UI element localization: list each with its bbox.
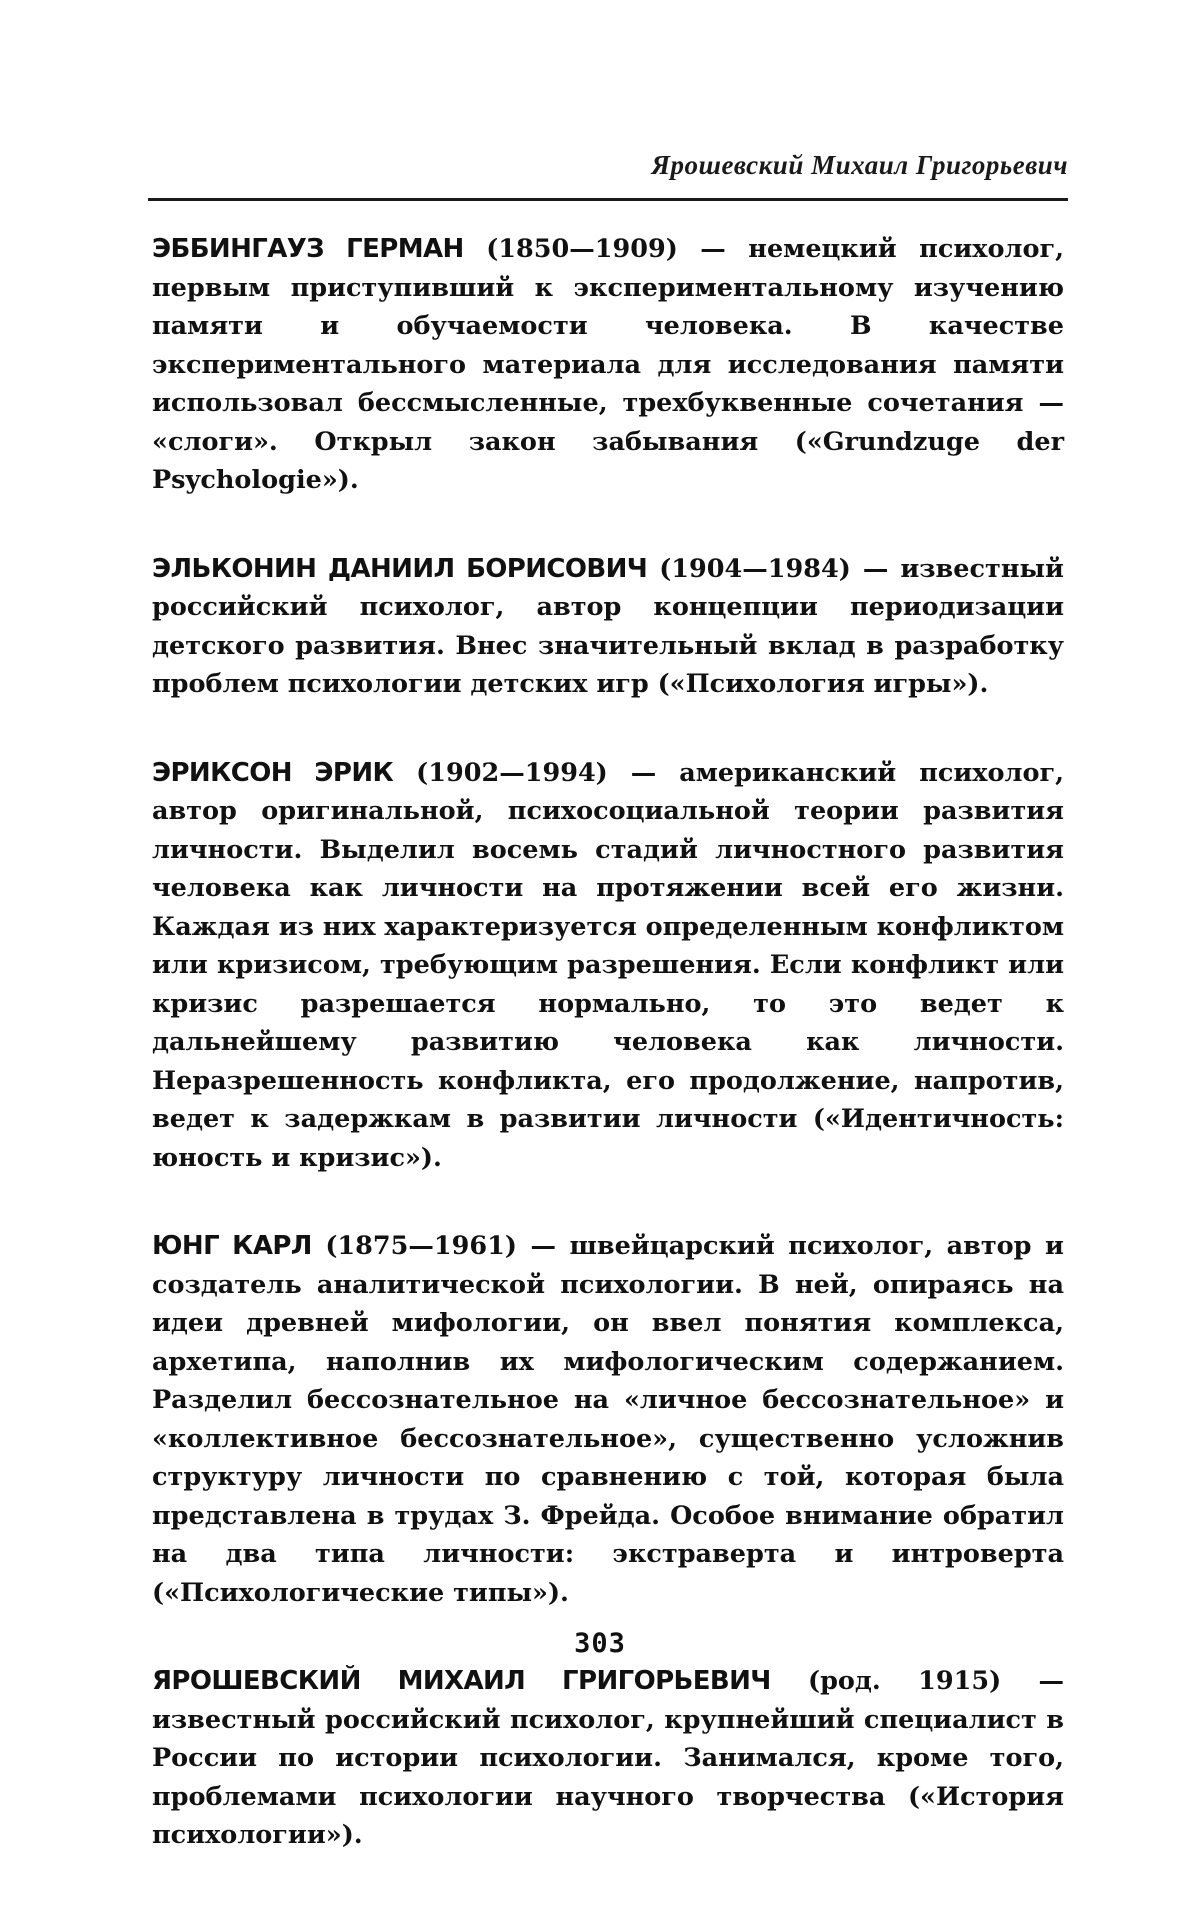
entry-text: — американский психолог, автор оригинальной, психосоциальной теории развития личности. Выделил восемь стадий личностного развития человека как личности на протяжении всей его жизни. Каждая из них характеризуется определенным конфликтом или кризисом, требующим разрешения. Если конфликт или кризис разрешается нормально, то это ведет к дальнейшему развитию человека как личности. Неразрешенность конфликта, его продолжение, напротив, ведет к задержкам в развитии личности («Идентичность: юность и кризис»).: [152, 758, 1064, 1173]
entry-dates: (1904—1984): [659, 554, 851, 584]
entry-text: — известный российский психолог, автор концепции периодизации детского развития. Внес значительный вклад в разработку проблем психологии детских игр («Психология игры»).: [152, 554, 1064, 700]
page-number: 303: [0, 1628, 1200, 1659]
entry-elkonin: [152, 550, 1064, 704]
entry-yaroshevsky: [152, 1662, 1064, 1855]
running-header: Ярошевский Михаил Григорьевич: [651, 150, 1068, 181]
entry-text: — швейцарский психолог, автор и создатель аналитической психологии. В ней, опираясь на идеи древней мифологии, он ввел понятия комплекса, архетипа, наполнив их мифологическим содержанием. Разделил бессознательное на «личное бессознательное» и «коллективное бессознательное», существенно усложнив структуру личности по сравнению с той, которая была представлена в трудах З. Фрейда. Особое внимание обратил на два типа личности: экстраверта и интроверта («Психологические типы»).: [152, 1231, 1064, 1608]
header-rule: [148, 198, 1068, 201]
entry-text: — известный российский психолог, крупнейший специалист в России по истории психологии. Занимался, кроме того, проблемами психологии научного творчества («История психологии»).: [152, 1666, 1064, 1850]
entry-dates: (1850—1909): [486, 234, 678, 264]
entry-dates: (1875—1961): [325, 1231, 517, 1261]
entry-dates: (1902—1994): [416, 758, 608, 788]
entry-name: ЭРИКСОН ЭРИК: [152, 758, 393, 788]
entry-jung: [152, 1227, 1064, 1612]
entry-ebbinghaus: [152, 230, 1064, 500]
entry-name: ЯРОШЕВСКИЙ МИХАИЛ ГРИГОРЬЕВИЧ: [152, 1666, 771, 1696]
entry-erikson: [152, 754, 1064, 1178]
book-page: [0, 0, 1200, 1738]
entry-dates: (род. 1915): [808, 1666, 1001, 1696]
entry-name: ЭЛЬКОНИН ДАНИИЛ БОРИСОВИЧ: [152, 554, 647, 584]
entry-name: ЭББИНГАУЗ ГЕРМАН: [152, 234, 464, 264]
entry-text: — немецкий психолог, первым приступивший к экспериментальному изучению памяти и обучаемости человека. В качестве экспериментального материала для исследования памяти использовал бессмысленные, трехбуквенные сочетания — «слоги». Открыл закон забывания («Grundzuge der Psychologie»).: [152, 234, 1064, 495]
entry-name: ЮНГ КАРЛ: [152, 1231, 312, 1261]
